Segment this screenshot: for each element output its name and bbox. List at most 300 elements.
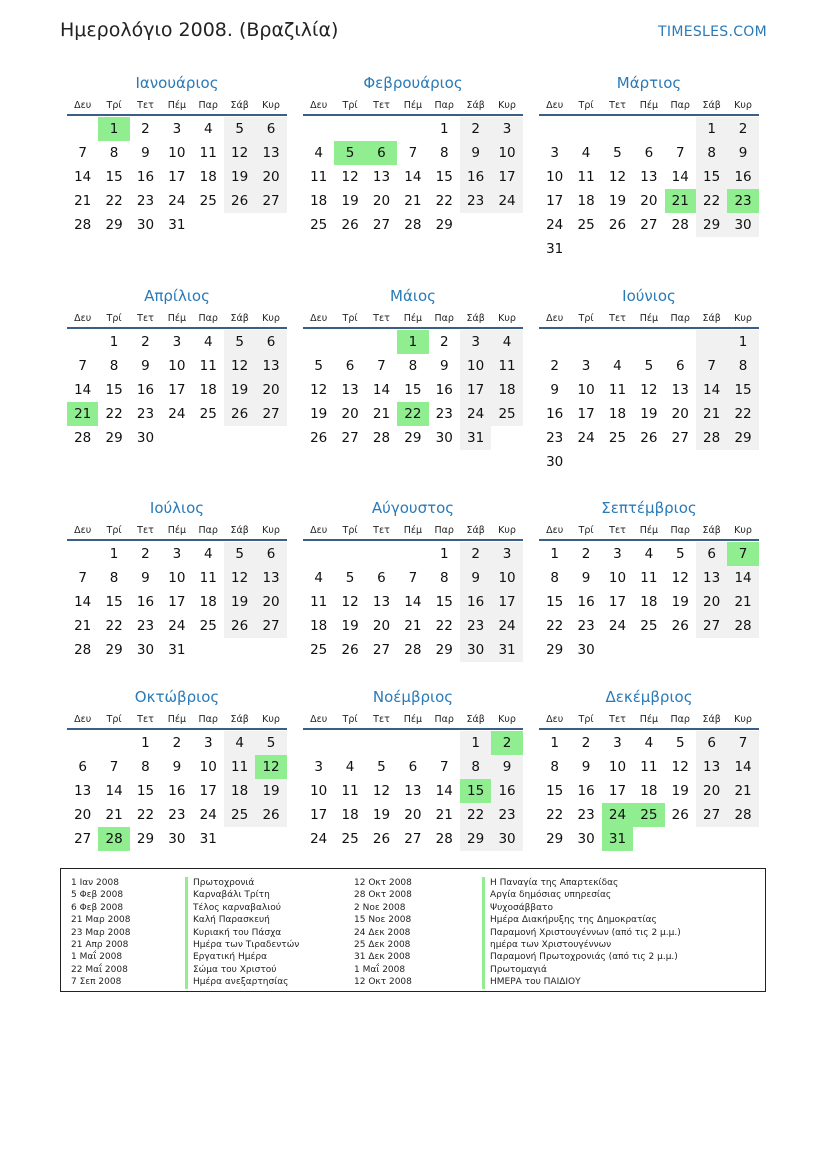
day-cell[interactable]: 24: [168, 618, 186, 634]
day-cell[interactable]: 17: [310, 807, 328, 823]
day-cell[interactable]: 9: [581, 570, 591, 586]
day-cell[interactable]: 29: [546, 831, 564, 847]
day-cell[interactable]: 26: [608, 217, 627, 233]
day-cell[interactable]: 29: [404, 430, 422, 446]
day-cell[interactable]: 31: [460, 426, 491, 450]
day-cell[interactable]: 10: [168, 145, 186, 161]
day-cell[interactable]: 1: [98, 117, 129, 141]
day-cell[interactable]: 23: [491, 803, 522, 827]
day-cell[interactable]: 29: [460, 827, 491, 851]
day-cell[interactable]: 30: [168, 831, 186, 847]
day-cell[interactable]: 18: [640, 594, 658, 610]
day-cell[interactable]: 26: [640, 430, 658, 446]
day-cell[interactable]: 11: [640, 570, 658, 586]
day-cell[interactable]: 11: [310, 169, 328, 185]
day-cell[interactable]: 14: [74, 169, 92, 185]
day-cell[interactable]: 28: [404, 217, 422, 233]
day-cell[interactable]: 13: [255, 141, 286, 165]
day-cell[interactable]: 23: [136, 406, 155, 422]
day-cell[interactable]: 9: [141, 145, 150, 161]
day-cell[interactable]: 16: [136, 382, 155, 398]
day-cell[interactable]: 15: [105, 382, 123, 398]
day-cell[interactable]: 13: [696, 755, 727, 779]
day-cell[interactable]: 12: [372, 783, 391, 799]
day-cell[interactable]: 20: [341, 406, 359, 422]
day-cell[interactable]: 9: [550, 382, 559, 398]
day-cell[interactable]: 10: [577, 382, 595, 398]
day-cell[interactable]: 1: [109, 334, 119, 350]
day-cell[interactable]: 2: [439, 334, 449, 350]
day-cell[interactable]: 7: [727, 542, 758, 566]
day-cell[interactable]: 23: [136, 618, 155, 634]
day-cell[interactable]: 5: [224, 330, 255, 354]
day-cell[interactable]: 18: [341, 807, 359, 823]
day-cell[interactable]: 17: [491, 165, 522, 189]
day-cell[interactable]: 26: [341, 642, 359, 658]
day-cell[interactable]: 27: [671, 430, 689, 446]
day-cell[interactable]: 24: [310, 831, 328, 847]
day-cell[interactable]: 22: [105, 618, 123, 634]
day-cell[interactable]: 25: [310, 217, 328, 233]
day-cell[interactable]: 25: [199, 618, 217, 634]
day-cell[interactable]: 20: [255, 590, 286, 614]
day-cell[interactable]: 3: [172, 334, 182, 350]
day-cell[interactable]: 18: [608, 406, 627, 422]
day-cell[interactable]: 12: [671, 759, 689, 775]
day-cell[interactable]: 18: [199, 594, 217, 610]
day-cell[interactable]: 13: [341, 382, 359, 398]
day-cell[interactable]: 23: [460, 614, 491, 638]
day-cell[interactable]: 3: [550, 145, 559, 161]
day-cell[interactable]: 28: [74, 642, 92, 658]
day-cell[interactable]: 10: [168, 358, 186, 374]
day-cell[interactable]: 21: [727, 779, 758, 803]
day-cell[interactable]: 29: [105, 642, 123, 658]
day-cell[interactable]: 16: [460, 165, 491, 189]
day-cell[interactable]: 28: [671, 217, 689, 233]
day-cell[interactable]: 29: [696, 213, 727, 237]
day-cell[interactable]: 19: [608, 193, 627, 209]
day-cell[interactable]: 8: [109, 145, 119, 161]
day-cell[interactable]: 30: [136, 217, 155, 233]
day-cell[interactable]: 17: [168, 169, 186, 185]
day-cell[interactable]: 19: [224, 590, 255, 614]
day-cell[interactable]: 4: [345, 759, 355, 775]
day-cell[interactable]: 23: [546, 430, 564, 446]
day-cell[interactable]: 10: [608, 759, 627, 775]
day-cell[interactable]: 31: [602, 827, 633, 851]
day-cell[interactable]: 22: [105, 193, 123, 209]
day-cell[interactable]: 22: [546, 618, 564, 634]
day-cell[interactable]: 9: [581, 759, 591, 775]
day-cell[interactable]: 16: [136, 169, 155, 185]
site-logo[interactable]: TIMESLES.COM: [658, 24, 767, 40]
day-cell[interactable]: 15: [727, 378, 758, 402]
day-cell[interactable]: 6: [366, 141, 397, 165]
day-cell[interactable]: 20: [640, 193, 658, 209]
day-cell[interactable]: 21: [435, 807, 453, 823]
day-cell[interactable]: 23: [168, 807, 186, 823]
day-cell[interactable]: 9: [460, 566, 491, 590]
day-cell[interactable]: 13: [696, 566, 727, 590]
day-cell[interactable]: 7: [696, 354, 727, 378]
day-cell[interactable]: 4: [203, 334, 213, 350]
day-cell[interactable]: 14: [696, 378, 727, 402]
day-cell[interactable]: 10: [608, 570, 627, 586]
day-cell[interactable]: 15: [404, 382, 422, 398]
day-cell[interactable]: 15: [136, 783, 155, 799]
day-cell[interactable]: 29: [435, 217, 453, 233]
day-cell[interactable]: 1: [109, 546, 119, 562]
day-cell[interactable]: 25: [199, 193, 217, 209]
day-cell[interactable]: 13: [404, 783, 422, 799]
day-cell[interactable]: 10: [546, 169, 564, 185]
day-cell[interactable]: 27: [404, 831, 422, 847]
day-cell[interactable]: 17: [168, 382, 186, 398]
day-cell[interactable]: 2: [141, 546, 150, 562]
day-cell[interactable]: 8: [109, 570, 119, 586]
day-cell[interactable]: 25: [577, 217, 595, 233]
day-cell[interactable]: 1: [460, 731, 491, 755]
day-cell[interactable]: 2: [550, 358, 559, 374]
day-cell[interactable]: 13: [255, 566, 286, 590]
day-cell[interactable]: 24: [602, 803, 633, 827]
day-cell[interactable]: 25: [310, 642, 328, 658]
day-cell[interactable]: 22: [727, 402, 758, 426]
day-cell[interactable]: 7: [675, 145, 685, 161]
day-cell[interactable]: 30: [727, 213, 758, 237]
day-cell[interactable]: 1: [696, 117, 727, 141]
day-cell[interactable]: 9: [460, 141, 491, 165]
day-cell[interactable]: 2: [460, 117, 491, 141]
day-cell[interactable]: 21: [404, 193, 422, 209]
day-cell[interactable]: 10: [491, 566, 522, 590]
day-cell[interactable]: 27: [696, 614, 727, 638]
day-cell[interactable]: 7: [408, 570, 418, 586]
day-cell[interactable]: 1: [439, 121, 449, 137]
day-cell[interactable]: 20: [696, 590, 727, 614]
day-cell[interactable]: 15: [546, 594, 564, 610]
day-cell[interactable]: 11: [577, 169, 595, 185]
day-cell[interactable]: 27: [255, 189, 286, 213]
day-cell[interactable]: 18: [224, 779, 255, 803]
day-cell[interactable]: 12: [224, 566, 255, 590]
day-cell[interactable]: 17: [460, 378, 491, 402]
day-cell[interactable]: 14: [105, 783, 123, 799]
day-cell[interactable]: 26: [224, 402, 255, 426]
day-cell[interactable]: 4: [613, 358, 622, 374]
day-cell[interactable]: 11: [199, 145, 217, 161]
day-cell[interactable]: 27: [255, 402, 286, 426]
day-cell[interactable]: 20: [696, 779, 727, 803]
day-cell[interactable]: 21: [696, 402, 727, 426]
day-cell[interactable]: 25: [608, 430, 627, 446]
day-cell[interactable]: 17: [608, 783, 627, 799]
day-cell[interactable]: 20: [671, 406, 689, 422]
day-cell[interactable]: 28: [74, 430, 92, 446]
day-cell[interactable]: 30: [577, 642, 595, 658]
day-cell[interactable]: 7: [408, 145, 418, 161]
day-cell[interactable]: 16: [577, 594, 595, 610]
day-cell[interactable]: 16: [577, 783, 595, 799]
day-cell[interactable]: 7: [78, 358, 87, 374]
day-cell[interactable]: 20: [372, 618, 391, 634]
day-cell[interactable]: 26: [224, 189, 255, 213]
day-cell[interactable]: 4: [644, 546, 654, 562]
day-cell[interactable]: 19: [341, 618, 359, 634]
day-cell[interactable]: 8: [141, 759, 150, 775]
day-cell[interactable]: 30: [460, 638, 491, 662]
day-cell[interactable]: 28: [435, 831, 453, 847]
day-cell[interactable]: 21: [372, 406, 391, 422]
day-cell[interactable]: 13: [372, 594, 391, 610]
day-cell[interactable]: 12: [224, 354, 255, 378]
day-cell[interactable]: 30: [491, 827, 522, 851]
day-cell[interactable]: 16: [136, 594, 155, 610]
day-cell[interactable]: 17: [491, 590, 522, 614]
day-cell[interactable]: 8: [460, 755, 491, 779]
day-cell[interactable]: 15: [460, 779, 491, 803]
day-cell[interactable]: 5: [377, 759, 386, 775]
day-cell[interactable]: 27: [255, 614, 286, 638]
day-cell[interactable]: 4: [581, 145, 591, 161]
day-cell[interactable]: 22: [460, 803, 491, 827]
day-cell[interactable]: 16: [460, 590, 491, 614]
day-cell[interactable]: 29: [105, 430, 123, 446]
day-cell[interactable]: 26: [671, 618, 689, 634]
day-cell[interactable]: 12: [608, 169, 627, 185]
day-cell[interactable]: 13: [372, 169, 391, 185]
day-cell[interactable]: 6: [377, 570, 386, 586]
day-cell[interactable]: 3: [491, 117, 522, 141]
day-cell[interactable]: 2: [727, 117, 758, 141]
day-cell[interactable]: 14: [74, 594, 92, 610]
day-cell[interactable]: 5: [675, 735, 685, 751]
day-cell[interactable]: 1: [439, 546, 449, 562]
day-cell[interactable]: 22: [546, 807, 564, 823]
day-cell[interactable]: 3: [314, 759, 323, 775]
day-cell[interactable]: 18: [310, 618, 328, 634]
day-cell[interactable]: 8: [439, 145, 449, 161]
day-cell[interactable]: 8: [727, 354, 758, 378]
day-cell[interactable]: 19: [255, 779, 286, 803]
day-cell[interactable]: 21: [105, 807, 123, 823]
day-cell[interactable]: 31: [546, 241, 564, 257]
day-cell[interactable]: 14: [404, 594, 422, 610]
day-cell[interactable]: 3: [203, 735, 213, 751]
day-cell[interactable]: 4: [644, 735, 654, 751]
day-cell[interactable]: 5: [613, 145, 622, 161]
day-cell[interactable]: 4: [224, 731, 255, 755]
day-cell[interactable]: 11: [608, 382, 627, 398]
day-cell[interactable]: 15: [105, 169, 123, 185]
day-cell[interactable]: 5: [345, 570, 355, 586]
day-cell[interactable]: 24: [491, 614, 522, 638]
day-cell[interactable]: 3: [613, 546, 622, 562]
day-cell[interactable]: 6: [696, 542, 727, 566]
day-cell[interactable]: 10: [310, 783, 328, 799]
day-cell[interactable]: 7: [109, 759, 119, 775]
day-cell[interactable]: 21: [665, 189, 696, 213]
day-cell[interactable]: 21: [727, 590, 758, 614]
day-cell[interactable]: 30: [136, 430, 155, 446]
day-cell[interactable]: 30: [435, 430, 453, 446]
day-cell[interactable]: 19: [671, 783, 689, 799]
day-cell[interactable]: 26: [341, 217, 359, 233]
day-cell[interactable]: 26: [372, 831, 391, 847]
day-cell[interactable]: 18: [577, 193, 595, 209]
day-cell[interactable]: 11: [640, 759, 658, 775]
day-cell[interactable]: 26: [310, 430, 328, 446]
day-cell[interactable]: 3: [172, 546, 182, 562]
day-cell[interactable]: 13: [255, 354, 286, 378]
day-cell[interactable]: 24: [168, 193, 186, 209]
day-cell[interactable]: 5: [255, 731, 286, 755]
day-cell[interactable]: 8: [439, 570, 449, 586]
day-cell[interactable]: 19: [310, 406, 328, 422]
day-cell[interactable]: 28: [404, 642, 422, 658]
day-cell[interactable]: 20: [372, 193, 391, 209]
day-cell[interactable]: 28: [74, 217, 92, 233]
day-cell[interactable]: 23: [577, 807, 595, 823]
day-cell[interactable]: 30: [577, 831, 595, 847]
day-cell[interactable]: 5: [314, 358, 323, 374]
day-cell[interactable]: 25: [491, 402, 522, 426]
day-cell[interactable]: 14: [727, 755, 758, 779]
day-cell[interactable]: 5: [224, 117, 255, 141]
day-cell[interactable]: 7: [439, 759, 449, 775]
day-cell[interactable]: 4: [491, 330, 522, 354]
day-cell[interactable]: 7: [377, 358, 386, 374]
day-cell[interactable]: 12: [224, 141, 255, 165]
day-cell[interactable]: 10: [199, 759, 217, 775]
day-cell[interactable]: 23: [460, 189, 491, 213]
day-cell[interactable]: 15: [435, 169, 453, 185]
day-cell[interactable]: 21: [74, 193, 92, 209]
day-cell[interactable]: 14: [727, 566, 758, 590]
day-cell[interactable]: 18: [640, 783, 658, 799]
day-cell[interactable]: 3: [172, 121, 182, 137]
day-cell[interactable]: 29: [546, 642, 564, 658]
day-cell[interactable]: 23: [727, 189, 758, 213]
day-cell[interactable]: 10: [491, 141, 522, 165]
day-cell[interactable]: 5: [334, 141, 365, 165]
day-cell[interactable]: 7: [78, 145, 87, 161]
day-cell[interactable]: 4: [203, 546, 213, 562]
day-cell[interactable]: 9: [439, 358, 449, 374]
day-cell[interactable]: 19: [640, 406, 658, 422]
day-cell[interactable]: 27: [640, 217, 658, 233]
day-cell[interactable]: 6: [696, 731, 727, 755]
day-cell[interactable]: 5: [224, 542, 255, 566]
day-cell[interactable]: 28: [727, 803, 758, 827]
day-cell[interactable]: 18: [199, 382, 217, 398]
day-cell[interactable]: 9: [727, 141, 758, 165]
day-cell[interactable]: 12: [310, 382, 328, 398]
day-cell[interactable]: 1: [141, 735, 150, 751]
day-cell[interactable]: 11: [341, 783, 359, 799]
day-cell[interactable]: 19: [341, 193, 359, 209]
day-cell[interactable]: 13: [671, 382, 689, 398]
day-cell[interactable]: 22: [696, 189, 727, 213]
day-cell[interactable]: 23: [435, 406, 453, 422]
day-cell[interactable]: 15: [546, 783, 564, 799]
day-cell[interactable]: 26: [224, 614, 255, 638]
day-cell[interactable]: 6: [675, 358, 685, 374]
day-cell[interactable]: 8: [109, 358, 119, 374]
day-cell[interactable]: 2: [460, 542, 491, 566]
day-cell[interactable]: 4: [314, 570, 323, 586]
day-cell[interactable]: 12: [671, 570, 689, 586]
day-cell[interactable]: 27: [74, 831, 92, 847]
day-cell[interactable]: 9: [491, 755, 522, 779]
day-cell[interactable]: 12: [255, 755, 286, 779]
day-cell[interactable]: 8: [550, 570, 559, 586]
day-cell[interactable]: 3: [491, 542, 522, 566]
day-cell[interactable]: 7: [727, 731, 758, 755]
day-cell[interactable]: 16: [435, 382, 453, 398]
day-cell[interactable]: 24: [546, 217, 564, 233]
day-cell[interactable]: 24: [577, 430, 595, 446]
day-cell[interactable]: 22: [397, 402, 428, 426]
day-cell[interactable]: 17: [168, 594, 186, 610]
day-cell[interactable]: 25: [633, 803, 664, 827]
day-cell[interactable]: 2: [581, 546, 591, 562]
day-cell[interactable]: 12: [341, 594, 359, 610]
day-cell[interactable]: 31: [491, 638, 522, 662]
day-cell[interactable]: 22: [105, 406, 123, 422]
day-cell[interactable]: 9: [172, 759, 182, 775]
day-cell[interactable]: 17: [546, 193, 564, 209]
day-cell[interactable]: 18: [491, 378, 522, 402]
day-cell[interactable]: 20: [255, 378, 286, 402]
day-cell[interactable]: 6: [255, 542, 286, 566]
day-cell[interactable]: 27: [372, 642, 391, 658]
day-cell[interactable]: 5: [644, 358, 654, 374]
day-cell[interactable]: 19: [372, 807, 391, 823]
day-cell[interactable]: 15: [105, 594, 123, 610]
day-cell[interactable]: 12: [640, 382, 658, 398]
day-cell[interactable]: 30: [136, 642, 155, 658]
day-cell[interactable]: 7: [78, 570, 87, 586]
day-cell[interactable]: 6: [408, 759, 418, 775]
day-cell[interactable]: 14: [404, 169, 422, 185]
day-cell[interactable]: 31: [199, 831, 217, 847]
day-cell[interactable]: 25: [199, 406, 217, 422]
day-cell[interactable]: 13: [74, 783, 92, 799]
day-cell[interactable]: 16: [491, 779, 522, 803]
day-cell[interactable]: 19: [224, 378, 255, 402]
day-cell[interactable]: 27: [696, 803, 727, 827]
day-cell[interactable]: 29: [727, 426, 758, 450]
day-cell[interactable]: 25: [224, 803, 255, 827]
day-cell[interactable]: 8: [408, 358, 418, 374]
day-cell[interactable]: 24: [460, 402, 491, 426]
day-cell[interactable]: 4: [203, 121, 213, 137]
day-cell[interactable]: 29: [435, 642, 453, 658]
day-cell[interactable]: 6: [255, 117, 286, 141]
day-cell[interactable]: 11: [199, 570, 217, 586]
day-cell[interactable]: 27: [372, 217, 391, 233]
day-cell[interactable]: 14: [372, 382, 391, 398]
day-cell[interactable]: 16: [546, 406, 564, 422]
day-cell[interactable]: 28: [696, 426, 727, 450]
day-cell[interactable]: 28: [372, 430, 391, 446]
day-cell[interactable]: 24: [608, 618, 627, 634]
day-cell[interactable]: 22: [136, 807, 155, 823]
day-cell[interactable]: 2: [491, 731, 522, 755]
day-cell[interactable]: 12: [341, 169, 359, 185]
